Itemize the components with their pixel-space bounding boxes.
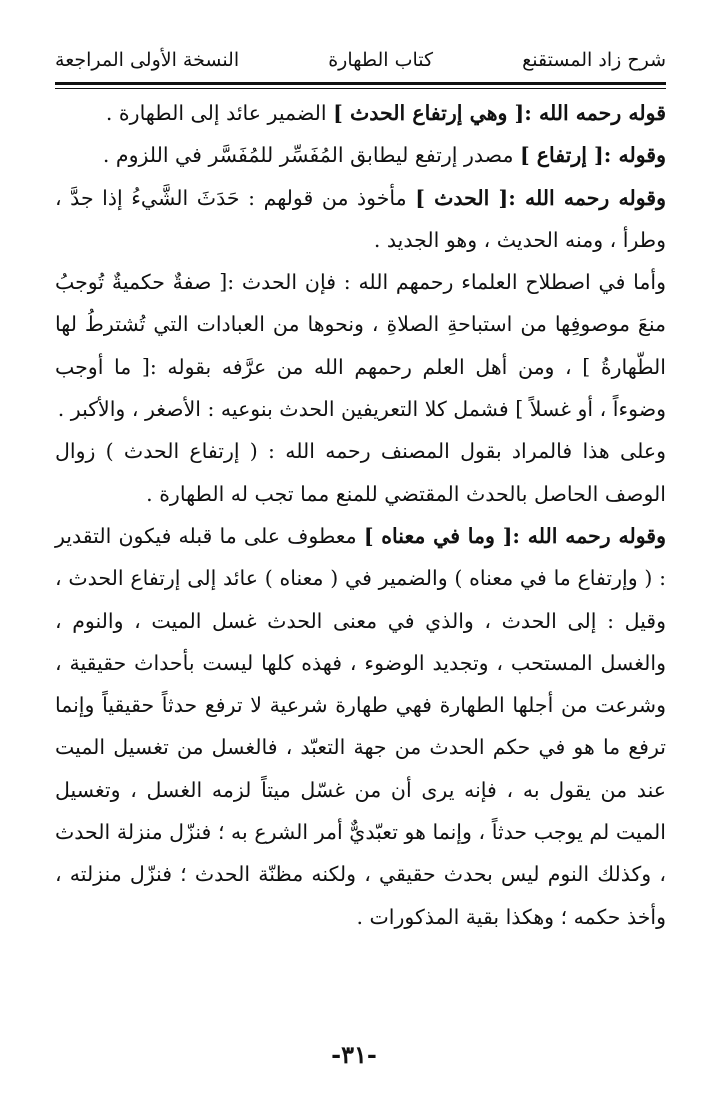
- paragraph-lead: قوله رحمه الله :[ وهي إرتفاع الحدث ]: [333, 101, 666, 125]
- paragraph-text: وعلى هذا فالمراد بقول المصنف رحمه الله : ( إرتفاع الحدث ) زوال الوصف الحاصل بالحدث المقتضي للمنع مما تجب له الطهارة .: [55, 439, 666, 506]
- header-rule-thin: [55, 88, 666, 89]
- paragraph-lead: وقوله :[ إرتفاع ]: [519, 143, 666, 168]
- paragraph: [55, 515, 666, 938]
- paragraph-lead: وقوله رحمه الله :[ الحدث ]: [415, 185, 666, 210]
- page-number: -٣١-: [331, 1040, 377, 1069]
- paragraph-text: مأخوذ من قولهم : حَدَثَ الشَّيءُ إذا جدَّ ، وطرأ ، ومنه الحديث ، وهو الجديد .: [55, 185, 666, 252]
- running-header: [55, 40, 666, 80]
- chapter-title: كتاب الطهارة: [328, 49, 434, 71]
- book-title: شرح زاد المستقنع: [522, 49, 666, 71]
- paragraph-text: مصدر إرتفع ليطابق المُفَسِّر للمُفَسَّر في اللزوم .: [102, 143, 520, 168]
- paragraph-text: الضمير عائد إلى الطهارة .: [105, 101, 334, 125]
- paragraph: [55, 430, 666, 515]
- paragraph: [55, 261, 666, 430]
- paragraph-lead: وقوله رحمه الله :[ وما في معناه ]: [363, 523, 666, 548]
- paragraph: [55, 92, 666, 134]
- paragraph-text: معطوف على ما قبله فيكون التقدير : ( وإرتفاع ما في معناه ) والضمير في ( معناه ) عائد إلى إرتفاع الحدث ، وقيل : إلى الحدث ، والذي في معنى الحدث غسل الميت ، والنوم ، والغسل المستحب ، وتجديد الوضوء ، فهذه كلها ليست بأحداث حقيقية ، وشرعت من أجلها الطهارة فهي طهارة شرعية لا ترفع حدثاً حقيقياً وإنما ترفع ما هو في حكم الحدث من جهة التعبّد ، فالغسل من تغسيل الميت عند من يقول به ، فإنه يرى أن من غسّل ميتاً لزمه الغسل ، وتغسيل الميت لم يوجب حدثاً ، وإنما هو تعبّديٌّ أمر الشرع به ؛ فنزّل منزلة الحدث ، وكذلك النوم ليس بحدث حقيقي ، ولكنه مظنّة الحدث ؛ فنزّل منزلته ، وأخذ حكمه ؛ وهكذا بقية المذكورات .: [55, 523, 666, 929]
- header-rule-thick: [55, 82, 666, 85]
- edition-note: النسخة الأولى المراجعة: [55, 49, 240, 71]
- body-text: [55, 92, 666, 938]
- paragraph-text: وأما في اصطلاح العلماء رحمهم الله : فإن الحدث :[ صفةٌ حكميةٌ تُوجبُ منعَ موصوفِها من استباحةِ الصلاةِ ، ونحوها من العبادات التي تُشترطُ لها الطّهارةُ ] ، ومن أهل العلم رحمهم الله من عرَّفه بقوله :[ ما أوجب وضوءاً ، أو غسلاً ] فشمل كلا التعريفين الحدث بنوعيه : الأصغر ، والأكبر .: [55, 270, 666, 422]
- paragraph: [55, 177, 666, 262]
- paragraph: [55, 134, 666, 176]
